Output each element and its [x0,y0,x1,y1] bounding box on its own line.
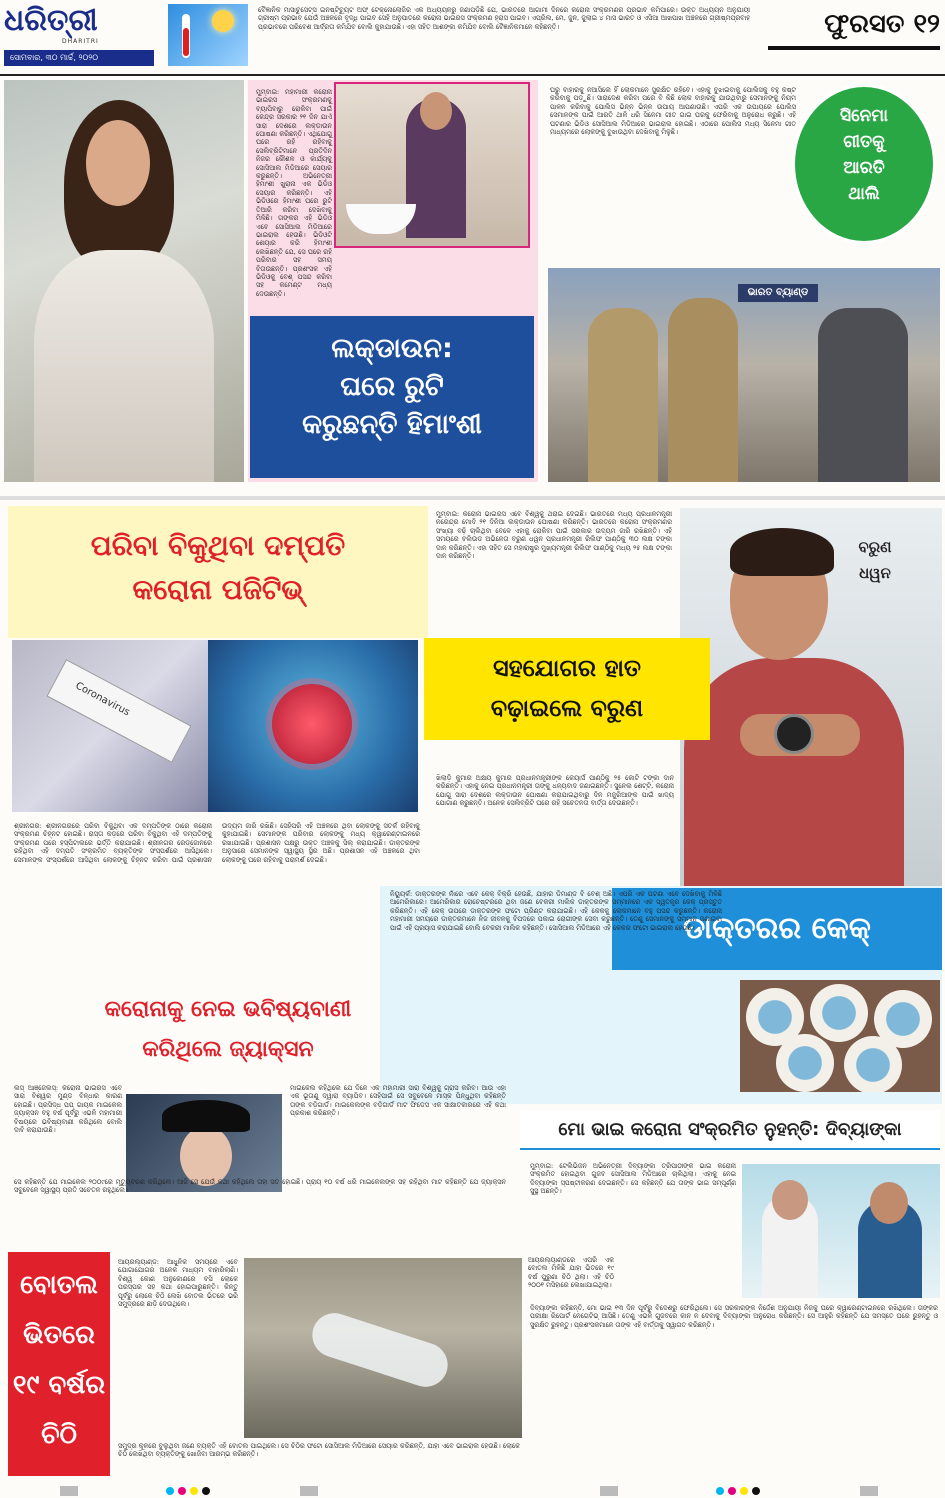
virus-icon [272,684,352,764]
divyanka-headline: ମୋ ଭାଇ କରୋନା ସଂକ୍ରମିତ ନୁହନ୍ତି: ଦିବ୍ୟାଙ୍କା [520,1110,940,1150]
story2-headline-circle [792,84,936,244]
shop-sign: ଭାରତ ବ୍ୟାଣ୍ଡ [738,284,818,302]
couple-headline [8,506,428,638]
photo-himanshi-kitchen [334,82,530,248]
photo-coronavirus-tube [12,640,208,812]
front-brief: ବୈଜ୍ଞାନିକ ମାସାଚୁସେଟ୍ସ ଇନଷ୍ଟିଚ୍ୟୁଟ ଅଫ୍ ଟେକ୍ନୋଲୋଜିର ଏକ ଅଧ୍ୟୟନରୁ ଜଣାପଡ଼ିଛି ଯେ, ଭାରତରେ ଆଗାମୀ ଦିନରେ କରୋନା ସଂକ୍ରମଣର ପ୍ରଭାବ କମିପାରେ। ଉକ୍ତ ଅଧ୍ୟୟନ ଅନୁଯାୟୀ ଗ୍ରୀଷ୍ମ ପ୍ରଭାବ ଯେଉଁ ଅଞ୍ଚଳରେ ବୃଦ୍ଧି ପାଇବ ସେହି ଅନୁପାତରେ କରୋନା ଭାଇରସ ସଂକ୍ରମଣ ହ୍ରାସ ପାଇବ। ଏପ୍ରିଲ, ମେ, ଜୁନ, ଜୁଲାଇ ୪ ମାସ ଭାରତ ଓ ଏସିଆ ଆଖପାଖ ଅଞ୍ଚଳରେ ଗ୍ରୀଷ୍ମପ୍ରବାହ ପ୍ରଭାବରେ ପରିବେଶ ଆର୍ଦ୍ରତା କମିଯିବ ବୋଲି କୁହାଯାଉଛି। ଏହା ସହିତ ଆଶଙ୍କା କମିଯିବ ବୋଲି ବୈଜ୍ଞାନିକମାନେ କହିଛନ୍ତି। [258,6,750,31]
bottle-body-cont: ଆୟରଲ୍ୟାଣ୍ଡରେ ଏପରି ଏକ ବୋତଲ ମିଳିଛି ଯାହା ଭିତରେ ୧୯ ବର୍ଷ ପୁରୁଣା ଚିଠି ଥିଲା। ଏହି ଚିଠି ୨୦୦୧ ମସିହାରେ ଲେଖାଯାଇଥିଲା। [528,1256,614,1290]
photo-divyanka-brother [742,1164,940,1298]
circle-line: ସିନେମା [840,106,888,126]
doctor-cake-body: ନିୟୁୟର୍କ: ଡାକ୍ତରଙ୍କ ନାଁରେ ଏବେ କେକ୍ ବିକ୍ରି ହେଉଛି, ଯାହାର ଡିମାଣ୍ଡ ବି ବେଶ୍ ଅଛି। ଏପରି ଏକ ଘଟଣା ଏବେ ଦେଖିବାକୁ ମିଳିଛି ଆମେରିକାରେ। ଆମେରିକାର ରୋଚେଷ୍ଟରରେ ଥିବା ଜଣେ ବେକରୀ ମାଲିକ ଡାକ୍ତରଙ୍କ ସମ୍ମାନରେ ଏକ ସ୍ୱତନ୍ତ୍ର କେକ୍ ପ୍ରସ୍ତୁତ କରିଛନ୍ତି। ଏହି କେକ୍ ଉପରେ ଡାକ୍ତରଙ୍କ ଫଟୋ ପ୍ରିଣ୍ଟ କରାଯାଇଛି। ଏହି କେକକୁ ଲୋକମାନେ ବହୁ ପସନ୍ଦ କରୁଛନ୍ତି। କରୋନା ମହାମାରୀ ସମୟରେ ଡାକ୍ତରମାନେ ନିଜ ଜୀବନକୁ ବିପଦରେ ପକାଇ ରୋଗୀଙ୍କ ସେବା କରୁଛନ୍ତି। ତେଣୁ ସେମାନଙ୍କୁ ସମ୍ମାନ ଜଣାଇବା ପାଇଁ ଏହି ପ୍ରୟାସ କରାଯାଇଛି ବୋଲି ବେକରୀ ମାଲିକ କହିଛନ୍ତି। ସୋସିଆଲ ମିଡିଆରେ ଏହି କେକର ଫଟୋ ଭାଇରାଲ ହେଉଛି। [390,890,722,932]
section-band [0,496,945,500]
varun-headline-line: ସହଯୋଗର ହାତ [492,654,642,682]
logo-subtitle: DHARITRI [62,38,99,45]
masthead [0,0,945,76]
bottle-headline-line: ବୋତଲ [20,1270,98,1300]
dateline: ସୋମବାର, ୩୦ ମାର୍ଚ୍ଚ, ୨୦୨୦ [4,50,154,66]
mj-body-right: ମାଇକେଲ କହିଥିଲେ ଯେ ଦିନେ ଏକ ମହାମାରୀ ସାରା ବିଶ୍ୱକୁ ଗ୍ରାସ କରିବ। ଆଉ ଏହା ଏକ ଭୂତାଣୁ ଦ୍ୱାରା ବ୍ୟାପିବ। ସେହିପାଇଁ ସେ ସବୁବେଳେ ମାସ୍କ ପିନ୍ଧୁଥିବା କହିଛନ୍ତି ତାଙ୍କ ବଡ଼ିଗାର୍ଡ। ମାଇକେଲଙ୍କ ବଡ଼ିଗାର୍ଡ ମାଟ ଫିଡେସ ଏକ ସାକ୍ଷାତକାରରେ ଏହି କଥା ପ୍ରକାଶ କରିଛନ୍ତି। [290,1084,506,1118]
page-number: ୧୨ [913,9,940,39]
mj-body-left: ଲସ୍ ଆଞ୍ଜେଲସ୍: କରୋନା ଭାଇରସ ଏବେ ସାରା ବିଶ୍ୱର ମୁଣ୍ଡ ବିନ୍ଧାର କାରଣ ହୋଇଛି। ପ୍ରସିଦ୍ଧ ପପ୍ ଗାୟକ ମାଇକେଲ ଜ୍ୟାକ୍ସନ ବହୁ ବର୍ଷ ପୂର୍ବରୁ ଏଭଳି ମହାମାରୀ ବିଷୟରେ ଭବିଷ୍ୟବାଣୀ କରିଥିଲେ ବୋଲି ଦାବି କରାଯାଉଛି। [14,1084,122,1135]
varun-headline [424,638,710,740]
mj-headline-line: କରୋନାକୁ ନେଇ ଭବିଷ୍ୟବାଣୀ [104,997,352,1022]
bottle-headline-line: ଭିତରେ [23,1320,95,1350]
bottle-headline [8,1252,110,1476]
photo-doctor-cakes [740,980,940,1092]
story2-body: ଘରୁ ବାହାରକୁ ନଆସିଲେ ହିଁ ଲୋକମାନେ ସୁରକ୍ଷିତ ରହିବେ। ଏହାକୁ ବୁଝାଇବାକୁ ପୋଲିସକୁ ବହୁ କଷ୍ଟ କରିବାକୁ ପଡ଼ୁଛି। ସାରାଦେଶ କରିବା ପରେ ବି କିଛି ଲୋକ ବାହାରକୁ ଯାଉଥିବାରୁ ସେମାନଙ୍କୁ ନିୟମ ପାଳନ କରିବାକୁ ପୋଲିସ ଭିନ୍ନ ଭିନ୍ନ ଉପାୟ ଆପଣାଉଛି। ଏପରି ଏକ ଉପାୟରେ ପୋଲିସ ସେମାନଙ୍କ ପାଇଁ ଆରତି ଥାଳି ଧରି ସିନେମା ଗୀତ ଗାଇ ଘରକୁ ଫେରିବାକୁ ଅନୁରୋଧ କରୁଛି। ଏହି ଘଟଣାର ଭିଡିଓ ସୋସିଆଲ ମିଡିଆରେ ଭାଇରାଲ ହୋଇଛି। ଏଠାରେ ପୋଲିସ ମଧ୍ୟ ସିନେମା ଗୀତ ମାଧ୍ୟମରେ ଲୋକଙ୍କୁ ବୁଝାଉଥିବା ଦେଖିବାକୁ ମିଳୁଛି। [550,86,796,137]
story1-headline [250,316,534,478]
bottle-icon [307,1307,454,1392]
circle-line: ଥାଲି [848,184,880,204]
story1-body: ମୁମ୍ବାଇ: ମହାମାରୀ କରୋନା ଭାଇରସ ସଂକ୍ରମଣକୁ ବ୍ୟାପିବାରୁ ରୋକିବା ପାଇଁ କେନ୍ଦ୍ର ସରକାର ୨୧ ଦିନ ଯାଏଁ ସାରା ଦେଶରେ ଲକ୍ଡାଉନ ଘୋଷଣା କରିଛନ୍ତି। ଏଥିଯୋଗୁ ଘରେ ରହି ରହିବାକୁ ସେଲିବ୍ରିଟିମାନେ ପ୍ରତିଦିନ ନିଜର କୌଶଳ ଓ କାର୍ଯ୍ୟକୁ ସୋସିଆଲ ମିଡିଆରେ ସେୟାର କରୁଛନ୍ତି। ଅଭିନେତ୍ରୀ ହିମାଂଶୀ ଖୁରାନା ଏକ ଭିଡିଓ ସେୟାର କରିଛନ୍ତି। ଏହି ଭିଡିଓରେ ହିମାଂଶୀ ଘରେ ରୁଟି ତିଆରି କରିବା ଦେଖିବାକୁ ମିଳିଛି। ତାଙ୍କର ଏହି ଭିଡିଓ ଏବେ ସୋସିଆଲ ମିଡିଆରେ ଭାଇରାଲ ହେଉଛି। ଭିଡିଓଟି ଶେୟାର କରି ହିମାଂଶୀ ଲେଖିଛନ୍ତି ଯେ, ସେ ଘରେ ରହି ପରିବାର ସହ ସମୟ ବିତାଉଛନ୍ତି। ପ୍ରଶଂସକ ଏହି ଭିଡିଓକୁ ବେଶ୍ ପସନ୍ଦ କରିବା ସହ କମେଣ୍ଟ ମଧ୍ୟ ଦେଉଛନ୍ତି। [256,88,332,298]
photo-virus-cell [208,640,418,812]
photo-himanshi-portrait [4,80,244,482]
story1-body-cont [336,252,532,312]
bottle-body-bottom: ସମୁଦ୍ର କୂଳରେ ବୁଲୁଥିବା ଜଣେ ବ୍ୟକ୍ତି ଏହି ବୋତଲ ପାଇଥିଲେ। ସେ ଚିଠିର ଫଟୋ ସୋସିଆଲ ମିଡିଆରେ ସେୟାର କରିଛନ୍ତି, ଯାହା ଏବେ ଭାଇରାଲ ହେଉଛି। ଲୋକେ ଚିଠି ଲେଖିଥିବା ବ୍ୟକ୍ତିଙ୍କୁ ଖୋଜିବା ଆରମ୍ଭ କରିଛନ୍ତି। [118,1442,520,1459]
photo-bottle-beach [244,1258,522,1438]
mj-body-bottom: ସେ କହିଛନ୍ତି ଯେ ମାଇକେଲ ୨୦୦୯ରେ ମୃତ୍ୟୁବରଣ କରିଥିଲେ। ଆଜି ସେ ଯେଉଁ କଥା କହିଥିଲେ ତାହା ସତ ହୋଇଛି। ପ୍ରାୟ ୧୦ ବର୍ଷ ଧରି ମାଇକେଲଙ୍କ ସହ ରହିଥିବା ମାଟ କହିଛନ୍ତି ଯେ ଜ୍ୟାକ୍ସନ ସବୁବେଳେ ସ୍ୱାସ୍ଥ୍ୟ ପ୍ରତି ସଚେତନ ରହୁଥିଲେ। [14,1178,506,1195]
story1-headline-line: ଘରେ ରୁଟି [340,371,444,402]
varun-body-cont: ଖିଲାଡ଼ି କୁମାର ଅକ୍ଷୟ କୁମାର ପ୍ରଧାନମନ୍ତ୍ରୀଙ୍କ କେୟାର୍ସ ପାଣ୍ଠିକୁ ୨୫ କୋଟି ଟଙ୍କା ଦାନ କରିଛନ୍ତି। ଏହାକୁ ନେଇ ପ୍ରଧାନମନ୍ତ୍ରୀ ତାଙ୍କୁ ଧନ୍ୟବାଦ ଜଣାଇଛନ୍ତି। ସୁନେଲ ଶେଟ୍ଟି, କରୋନା ଯୋଗୁ ସାରା ଦେଶରେ ଲକ୍ଡାଉନ ଘୋଷଣା କରାଯାଇଥିବାରୁ ଦିନ ମଜୁରିଆଙ୍କ ପାଇଁ ଖାଦ୍ୟ ଯୋଗାଣ କରୁଛନ୍ତି। ଅନେକ ସେଲିବ୍ରିଟି ଘରେ ରହି ସଚେତନତା ବାର୍ତ୍ତା ଦେଉଛନ୍ତି। [436,774,674,808]
divyanka-body: ମୁମ୍ବାଇ: ଟେଲିଭିଜନ ଅଭିନେତ୍ରୀ ଦିବ୍ୟାଙ୍କା ତ୍ରିପାଠୀଙ୍କ ଭାଇ କରୋନା ସଂକ୍ରମିତ ହୋଇଥିବା ଗୁଜବ ସୋସିଆଲ ମିଡିଆରେ ଚାଲିଥିଲା। ଏହାକୁ ନେଇ ଦିବ୍ୟାଙ୍କା ସ୍ପଷ୍ଟୀକରଣ ଦେଇଛନ୍ତି। ସେ କହିଛନ୍ତି ଯେ ତାଙ୍କ ଭାଇ ସମ୍ପୂର୍ଣ୍ଣ ସୁସ୍ଥ ଅଛନ୍ତି। [530,1162,736,1196]
divyanka-body-cont: ଦିବ୍ୟାଙ୍କା କହିଛନ୍ତି, ମୋ ଭାଇ ୧୩ ଦିନ ପୂର୍ବରୁ ବିଦେଶରୁ ଫେରିଥିଲେ। ସେ ସରକାରଙ୍କ ନିର୍ଦ୍ଦେଶ ଅନୁଯାୟୀ ନିଜକୁ ଘରେ କ୍ୱାରେଣ୍ଟାଇନରେ ରଖିଥିଲେ। ତାଙ୍କର ପରୀକ୍ଷା ରିପୋର୍ଟ ନେଗେଟିଭ୍ ଆସିଛି। ତେଣୁ ଏଭଳି ଗୁଜବରେ କାନ ନ ଦେବାକୁ ଦିବ୍ୟାଙ୍କା ଅନୁରୋଧ କରିଛନ୍ତି। ସେ ଆହୁରି କହିଛନ୍ତି ଯେ ସମସ୍ତେ ଘରେ ରୁହନ୍ତୁ ଓ ସୁରକ୍ଷିତ ରୁହନ୍ତୁ। ପ୍ରଶଂସକମାନେ ତାଙ୍କ ଏହି ବାର୍ତ୍ତାକୁ ସ୍ୱାଗତ କରିଛନ୍ତି। [530,1304,938,1329]
thermometer-icon [182,14,190,58]
varun-body: ମୁମ୍ବାଇ: କରୋନା ଭାଇରସ ଏବେ ବିଶ୍ୱକୁ ଥରାଇ ଦେଇଛି। ଭାରତରେ ମଧ୍ୟ ପ୍ରଧାନମନ୍ତ୍ରୀ ନରେନ୍ଦ୍ର ମୋଦି ୨୧ ଦିନିଆ ଲକ୍ଡାଉନ ଘୋଷଣା କରିଛନ୍ତି। ଭାରତରେ କରୋନା ସଂକ୍ରମଣର ସଂଖ୍ୟା ବଢ଼ି ଚାଲିଥିବା ବେଳେ ଏହାକୁ ରୋକିବା ପାଇଁ ସରକାର ଉଦ୍ୟମ ଜାରି ରଖିଛନ୍ତି। ଏହି ସମୟରେ ବଲିଉଡ ଅଭିନେତା ବରୁଣ ଧୱନ ପ୍ରଧାନମନ୍ତ୍ରୀ ରିଲିଫ ପାଣ୍ଠିକୁ ୩୦ ଲକ୍ଷ ଟଙ୍କା ଦାନ କରିଛନ୍ତି। ଏହା ସହିତ ସେ ମହାରାଷ୍ଟ୍ର ମୁଖ୍ୟମନ୍ତ୍ରୀ ରିଲିଫ ପାଣ୍ଠିକୁ ମଧ୍ୟ ୨୫ ଲକ୍ଷ ଟଙ୍କା ଦାନ କରିଛନ୍ତି। [436,510,672,561]
logo-wordmark: ଧରିତ୍ରୀ [4,4,98,38]
couple-headline-line: କରୋନା ପଜିଟିଭ୍ [132,573,304,606]
varun-name-caption [830,534,920,594]
section-divider [768,46,940,50]
tube-label: Coronavirus [73,680,132,719]
varun-name-line: ବରୁଣ [858,538,892,556]
bottle-headline-line: ୧୯ ବର୍ଷର [12,1370,106,1400]
watch-icon [774,714,814,754]
print-registration-strip [0,1484,945,1498]
hat-icon [162,1100,250,1132]
story1-headline-line: କରୁଛନ୍ତି ହିମାଂଶୀ [302,409,482,440]
sun-icon [212,10,234,32]
circle-line: ଗୀତକୁ [843,132,885,152]
section-name: ଫୁରସତ [824,9,905,39]
circle-line: ଆରତି [843,158,885,178]
photo-police-aarti [548,268,940,482]
varun-name-line: ଧୱନ [859,564,891,582]
couple-headline-line: ପରିବା ବିକୁଥିବା ଦମ୍ପତି [90,529,346,562]
bottle-body: ଆୟରଲ୍ୟାଣ୍ଡ: ଆଧୁନିକ ସମୟରେ ଏବେ ଯୋଗାଯୋଗର ଅନେକ ମାଧ୍ୟମ ବାହାରିଲାଣି। ବିଶ୍ୱ କୋଣ ଅନୁକୋଣରେ ବସି ଲୋକେ ପରସ୍ପର ସହ କଥା ହୋଇପାରୁଛନ୍ତି। କିନ୍ତୁ ପୂର୍ବରୁ ଲୋକେ ଚିଠି ଲେଖି ବୋତଲ ଭିତରେ ଭରି ସମୁଦ୍ରରେ ଛାଡ଼ି ଦେଉଥିଲେ। [118,1258,238,1309]
couple-body: ଶ୍ରୀନଗର: ଶ୍ରୀନଗରରେ ପରିବା ବିକୁଥିବା ଏକ ଦମ୍ପତିଙ୍କ ଠାରେ କରୋନା ସଂକ୍ରମଣ ଚିହ୍ନଟ ହୋଇଛି। ରାସ୍ତା କଡ଼ରେ ପରିବା ବିକୁଥିବା ଏହି ଦମ୍ପତିଙ୍କୁ ସଂକ୍ରମଣ ପରେ ହସ୍ପିଟାଲରେ ଭର୍ତ୍ତି କରାଯାଇଛି। ଶ୍ରୀନଗର ରେଡ୍ଜୋନରେ ରହିଥିବା ଏହି ଦମ୍ପତି ସଂକ୍ରମିତ ବ୍ୟକ୍ତିଙ୍କ ସଂସ୍ପର୍ଶରେ ଆସିଥିଲେ। ସେମାନଙ୍କ ସଂସ୍ପର୍ଶରେ ଆସିଥିବା ଲୋକଙ୍କୁ ଚିହ୍ନଟ କରିବା ପାଇଁ ପ୍ରଶାସନ ଉଦ୍ୟମ ଜାରି ରଖିଛି। ସେହିପରି ଏହି ଅଞ୍ଚଳରେ ଥିବା ଲୋକଙ୍କୁ ସତର୍କ ରହିବାକୁ କୁହାଯାଇଛି। ସେମାନଙ୍କ ପରିବାର ଲୋକଙ୍କୁ ମଧ୍ୟ କ୍ୱାରେଣ୍ଟାଇନରେ ରଖାଯାଇଛି। ପ୍ରଶାସନ ପକ୍ଷରୁ ଉକ୍ତ ଅଞ୍ଚଳକୁ ସିଲ୍ କରାଯାଇଛି। ଡାକ୍ତରଙ୍କ ଅନୁସାରେ ସେମାନଙ୍କ ସ୍ୱାସ୍ଥ୍ୟ ସ୍ଥିର ଅଛି। ପ୍ରଶାସନ ଏହି ଅଞ୍ଚଳରେ ଥିବା ଲୋକଙ୍କୁ ଘରେ ରହିବାକୁ ପରାମର୍ଶ ଦେଇଛି। [14,822,420,864]
newspaper-logo [4,4,154,48]
bottle-headline-line: ଚିଠି [41,1420,77,1450]
mj-headline-line: କରିଥିଲେ ଜ୍ୟାକ୍ସନ [142,1037,314,1062]
story1-headline-line: ଲକ୍ଡାଉନ: [331,333,453,364]
varun-headline-line: ବଢ଼ାଇଲେ ବରୁଣ [490,694,644,722]
mj-headline [8,990,448,1076]
section-title [768,4,940,44]
doctor-cake-headline: ଡାକ୍ତରର କେକ୍ [612,888,942,970]
weather-illustration [168,4,248,66]
